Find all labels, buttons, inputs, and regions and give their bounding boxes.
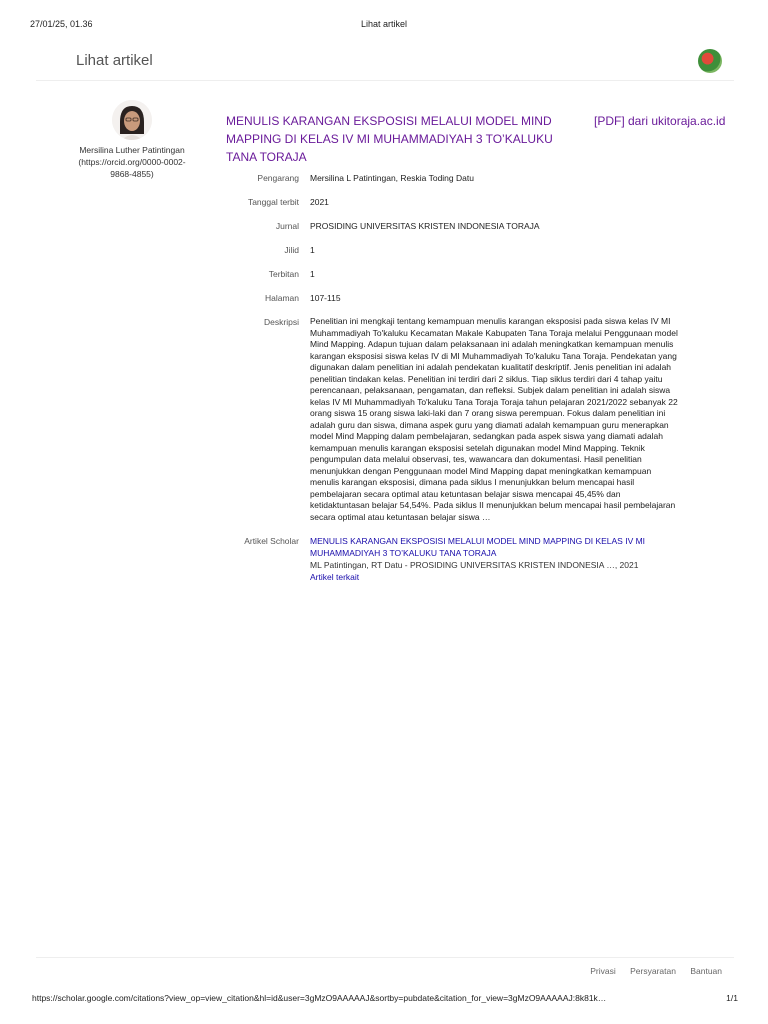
field-row-authors xyxy=(226,172,696,184)
user-avatar-button[interactable] xyxy=(698,49,722,73)
field-label: Artikel Scholar xyxy=(244,536,299,546)
field-label: Jilid xyxy=(284,245,299,255)
field-label: Tanggal terbit xyxy=(247,197,299,207)
field-value: 107-115 xyxy=(310,293,341,303)
field-value: 2021 xyxy=(310,197,329,207)
header-divider xyxy=(36,80,734,81)
field-label: Halaman xyxy=(264,293,299,303)
related-articles-link[interactable]: Artikel terkait xyxy=(310,572,360,582)
field-row-scholar xyxy=(226,535,696,583)
article-title-link[interactable]: MENULIS KARANGAN EKSPOSISI MELALUI MODEL MIND MAPPING DI KELAS IV MI MUHAMMADIYAH 3 TO’KALUKU TANA TORAJA xyxy=(226,114,553,164)
author-name: Mersilina Luther Patintingan (https://orcid.org/0000-0002-9868-4855) xyxy=(78,145,186,179)
privacy-link[interactable]: Privasi xyxy=(590,966,616,976)
field-label: Deskripsi xyxy=(264,317,299,327)
description-text: Penelitian ini mengkaji tentang kemampuan menulis karangan eksposisi pada siswa kelas IV MI Muhammadiyah To'kaluku Kecamatan Makale Kabupaten Tana Toraja melalui Penggunaan model Mind Mapping. Adapun tujuan dalam pelaksanaan ini adalah meningkatkan kemampuan menulis karangan eksposisi siswa kelas IV di MI Muhammadiyah To'kaluku Tana Toraja. Pendekatan yang digunakan dalam penelitian ini adalah pendekatan kualitatif deskriptif. Jenis penelitian ini adalah penelitian tindakan kelas. Penelitian ini terdiri dari 2 siklus. Tiap siklus terdiri dari 4 tahap yaitu perencanaan, pelaksanaan, pengamatan, dan refleksi. Subjek dalam penelitian ini adalah siswa kelas IV MI Muhammadiyah To'kaluku Tana Toraja Toraja tahun pelajaran 2021/2022 sebanyak 22 orang siswa 15 orang siswa laki-laki dan 7 orang siswa perempuan. Fokus dalam penelitian ini adalah guru dan siswa, dimana aspek guru yang diamati adalah kemampuan guru menerapkan model Mind Mapping dalam pembelajaran, sedangkan pada aspek siswa yang diamati adalah kemampuan menulis karangan eksposisi setelah digunakan model Mind Mapping. Teknik pengumpulan data melalui observasi, tes, wawancara dan dokumentasi. Hasil penelitian menunjukkan dengan Penggunaan model Mind Mapping dapat meningkatkan kemampuan menulis karangan eksposisi, dimana pada siklus I menunjukkan belum mencapai hasil pembelajaran secara optimal atau ketuntasan belajar siswa mencapai 45,45% dan ketidaktuntasan belajar 54,54%. Pada siklus II menunjukkan belum mencapai hasil pembelajaran secara optimal atau ketuntasan belajar siswa … xyxy=(310,316,678,522)
print-header-datetime: 27/01/25, 01.36 xyxy=(30,19,93,29)
field-row-pages xyxy=(226,292,696,304)
field-row-description xyxy=(226,316,696,523)
scholar-title-link[interactable]: MENULIS KARANGAN EKSPOSISI MELALUI MODEL MIND MAPPING DI KELAS IV MI MUHAMMADIYAH 3 TO’KALUKU TANA TORAJA xyxy=(310,536,646,558)
print-header-title: Lihat artikel xyxy=(360,19,408,29)
author-avatar xyxy=(112,100,152,140)
author-profile xyxy=(76,100,188,180)
terms-link[interactable]: Persyaratan xyxy=(630,966,676,976)
field-row-journal xyxy=(226,220,696,232)
scholar-meta: ML Patintingan, RT Datu - PROSIDING UNIVERSITAS KRISTEN INDONESIA …, 2021 xyxy=(310,560,639,570)
field-label: Pengarang xyxy=(257,173,299,183)
field-row-date xyxy=(226,196,696,208)
page-header-title: Lihat artikel xyxy=(76,52,153,69)
help-link[interactable]: Bantuan xyxy=(690,966,722,976)
field-label: Terbitan xyxy=(268,269,299,279)
footer-links xyxy=(578,966,722,976)
field-value: 1 xyxy=(310,269,315,279)
field-row-issue xyxy=(226,268,696,280)
article-fields xyxy=(226,172,696,595)
field-value: 1 xyxy=(310,245,315,255)
footer-divider xyxy=(36,957,734,958)
field-value: PROSIDING UNIVERSITAS KRISTEN INDONESIA TORAJA xyxy=(310,221,540,231)
field-row-volume xyxy=(226,244,696,256)
print-footer-page: 1/1 xyxy=(726,993,738,1003)
print-footer-url: https://scholar.google.com/citations?view_op=view_citation&hl=id&user=3gMzO9AAAAAJ&sortby=pubdate&citation_for_view=3gMzO9AAAAAJ:8k81k… xyxy=(32,993,607,1003)
field-label: Jurnal xyxy=(275,221,299,231)
field-value: Mersilina L Patintingan, Reskia Toding Datu xyxy=(310,173,474,183)
scholar-entry xyxy=(310,535,682,583)
pdf-link[interactable]: [PDF] dari ukitoraja.ac.id xyxy=(594,114,726,128)
